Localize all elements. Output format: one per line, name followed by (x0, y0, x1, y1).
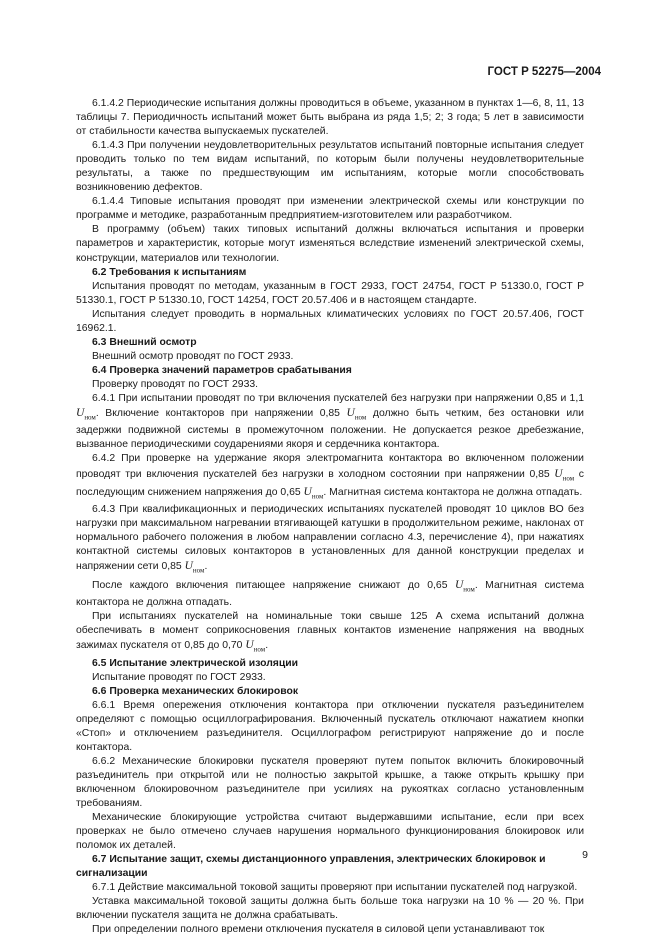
paragraph: При испытаниях пускателей на номинальные токи свыше 125 А схема испытаний должна обеспечивать в момент соприкосновения главных контактов изменение напряжения на вводных зажимах пускателя от 0,85 до 0,70 $U_{ном}$. (76, 611, 584, 654)
rated-voltage-symbol: $U_{ном}$ (554, 467, 575, 482)
paragraph: 6.6.1 Время опережения отключения контактора при отключении пускателя разъединителем определяют с помощью осциллографирования. Включенный пускатель отключают нажатием кнопки «Стоп» и отключением разъединителя. Осциллографом регистрируют напряжение до и после контактора. (76, 699, 584, 753)
paragraph: Испытания проводят по методам, указанным в ГОСТ 2933, ГОСТ 24754, ГОСТ Р 51330.0, ГОСТ Р 51330.1, ГОСТ Р 51330.10, ГОСТ 14254, ГОСТ 20.57.406 и в настоящем стандарте. (76, 280, 584, 306)
paragraph: 6.4.1 При испытании проводят по три включения пускателей без нагрузки при напряжении 0,85 и 1,1 $U_{ном}$. Включение контакторов при напряжении 0,85 $U_{ном}$ должно быть четким, без остановки или задержки подвижной системы в промежуточном положении. Не допускается резкое дребезжание, вызванное периодическими соударениями якоря и сердечника контактора. (76, 392, 584, 451)
paragraph: При определении полного времени отключения пускателя в силовой цепи устанавливают ток (92, 924, 545, 936)
paragraph: В программу (объем) таких типовых испытаний должны включаться испытания и проверки параметров и характеристик, которые могут изменяться вследствие изменений электрической схемы, конструкции, материалов или технологии. (76, 224, 584, 264)
paragraph: 6.1.4.3 При получении неудовлетворительных результатов испытаний повторные испытания следует проводить только по тем видам испытаний, по которым были получены неудовлетворительные результаты, а также по предшествующим им испытаниям, которые могли способствовать возникновению дефектов. (76, 140, 584, 194)
section-heading: 6.2 Требования к испытаниям (92, 266, 247, 278)
section-heading: 6.4 Проверка значений параметров срабатывания (92, 364, 352, 376)
paragraph: Испытание проводят по ГОСТ 2933. (92, 671, 266, 683)
paragraph: 6.4.3 При квалификационных и периодических испытаниях пускателей проводят 10 циклов ВО без нагрузки при максимальном нагревании втягивающей катушки в продолжительном режиме, наклонах от нормального рабочего положения в любом направлении согласно 4.3, перечисление 4), при нажатиях контактной системы силовых контакторов в установленных для данной конструкции пределах и напряжении сети 0,85 $U_{ном}$. (76, 504, 584, 575)
rated-voltage-symbol: $U_{ном}$ (76, 407, 96, 422)
section-heading: 6.5 Испытание электрической изоляции (92, 657, 299, 669)
rated-voltage-symbol: $U_{ном}$ (245, 639, 266, 654)
document-header: ГОСТ Р 52275—2004 (487, 66, 601, 78)
page-number: 9 (582, 849, 588, 861)
rated-voltage-symbol: $U_{ном}$ (303, 485, 324, 501)
paragraph: После каждого включения питающее напряжение снижают до 0,65 $U_{ном}$. Магнитная система контактора не должна отпадать. (76, 578, 584, 609)
rated-voltage-symbol: $U_{ном}$ (184, 560, 205, 575)
paragraph: 6.6.2 Механические блокировки пускателя проверяют путем попыток включить блокировочный разъединитель при открытой или не полностью закрытой крышке, а также открыть крышку при включенном блокировочном разъединителе при усилиях на рукоятках согласно установленным требованиям. (76, 755, 584, 810)
paragraph: Внешний осмотр проводят по ГОСТ 2933. (92, 350, 294, 362)
rated-voltage-symbol: $U_{ном}$ (454, 578, 475, 594)
document-body (76, 97, 584, 938)
paragraph: Проверку проводят по ГОСТ 2933. (92, 378, 259, 390)
paragraph: Испытания следует проводить в нормальных климатических условиях по ГОСТ 20.57.406, ГОСТ 16962.1. (76, 308, 584, 334)
section-heading: 6.6 Проверка механических блокировок (92, 685, 299, 697)
paragraph: Механические блокирующие устройства считают выдержавшими испытание, если при всех проверках не было отмечено случаев нарушения нормального функционирования блокировок или поломок их деталей. (76, 812, 584, 852)
paragraph: 6.1.4.4 Типовые испытания проводят при изменении электрической схемы или конструкции по программе и методике, разработанным предприятием-изготовителем или разработчиком. (76, 196, 584, 222)
section-heading: 6.7 Испытание защит, схемы дистанционного управления, электрических блокировок и сигнализации (76, 854, 546, 880)
paragraph: 6.7.1 Действие максимальной токовой защиты проверяют при испытании пускателей под нагрузкой. (92, 882, 578, 894)
rated-voltage-symbol: $U_{ном}$ (346, 407, 367, 422)
paragraph: 6.1.4.2 Периодические испытания должны проводиться в объеме, указанном в пунктах 1—6, 8, 11, 13 таблицы 7. Периодичность испытаний может быть выбрана из ряда 1,5; 2; 3 года; 5 лет в зависимости от стабильности качества выпускаемых пускателей. (76, 98, 584, 138)
paragraph: Уставка максимальной токовой защиты должна быть больше тока нагрузки на 10 % — 20 %. При включении пускателя защита не должна срабатывать. (76, 896, 584, 922)
section-heading: 6.3 Внешний осмотр (92, 336, 197, 348)
paragraph: 6.4.2 При проверке на удержание якоря электромагнита контактора во включенном положении проводят три включения пускателей без нагрузки в холодном состоянии при напряжении 0,85 $U_{ном}$ с последующим снижением напряжения до 0,65 $U_{ном}$. Магнитная система контактора не должна отпадать. (76, 453, 584, 501)
